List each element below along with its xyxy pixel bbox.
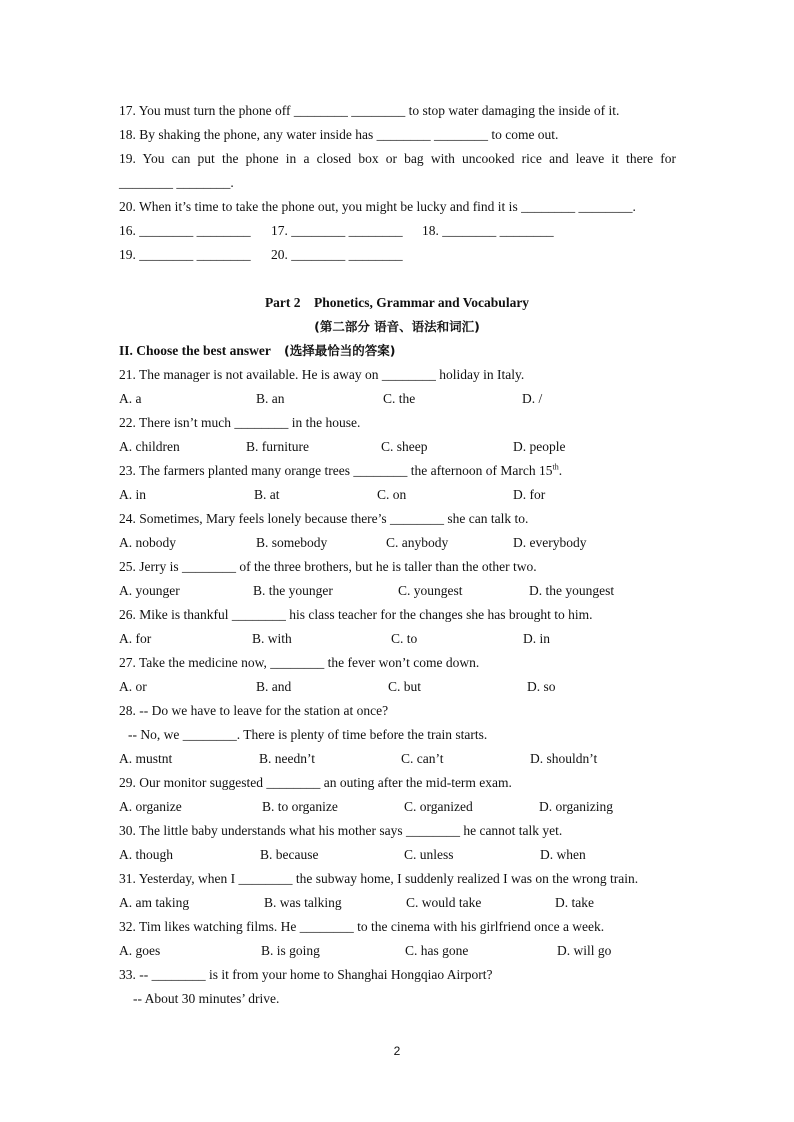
options-24	[119, 535, 679, 551]
question-21: 21. The manager is not available. He is away on ________ holiday in Italy.	[119, 367, 525, 382]
options-32	[119, 943, 679, 959]
option-a: A. though	[119, 847, 173, 862]
option-c: C. would take	[406, 895, 482, 910]
option-b: B. the younger	[253, 583, 333, 598]
question-28-reply: -- No, we ________. There is plenty of time before the train starts.	[128, 727, 488, 742]
answer-blank-20: 20. ________ ________	[271, 247, 403, 262]
option-b: B. at	[254, 487, 280, 502]
question-23	[119, 463, 562, 479]
section-heading-en: II. Choose the best answer	[119, 343, 271, 358]
option-d: D. everybody	[513, 535, 587, 550]
option-a: A. younger	[119, 583, 180, 598]
option-d: D. people	[513, 439, 566, 454]
options-28	[119, 751, 679, 767]
question-19-blanks: ________ ________.	[119, 175, 234, 190]
question-30: 30. The little baby understands what his mother says ________ he cannot talk yet.	[119, 823, 563, 838]
question-19: 19. You can put the phone in a closed box or bag with uncooked rice and leave it there for	[119, 151, 676, 166]
option-c: C. youngest	[398, 583, 463, 598]
option-d: D. the youngest	[529, 583, 615, 598]
question-31: 31. Yesterday, when I ________ the subway home, I suddenly realized I was on the wrong train.	[119, 871, 639, 886]
question-22: 22. There isn’t much ________ in the house.	[119, 415, 361, 430]
options-26	[119, 631, 679, 647]
question-25: 25. Jerry is ________ of the three brothers, but he is taller than the other two.	[119, 559, 537, 574]
section-heading-zh: (选择最恰当的答案)	[284, 343, 396, 358]
answer-row-1	[119, 223, 679, 239]
option-a: A. organize	[119, 799, 182, 814]
option-a: A. for	[119, 631, 152, 646]
options-29	[119, 799, 679, 815]
answer-blank-17: 17. ________ ________	[271, 223, 403, 238]
option-b: B. because	[260, 847, 319, 862]
question-32: 32. Tim likes watching films. He ________ to the cinema with his girlfriend once a week.	[119, 919, 605, 934]
option-b: B. and	[256, 679, 292, 694]
question-23-text: 23. The farmers planted many orange trees ________ the afternoon of March 15	[119, 463, 553, 478]
option-a: A. a	[119, 391, 142, 406]
option-c: C. on	[377, 487, 407, 502]
option-d: D. take	[555, 895, 594, 910]
question-28: 28. -- Do we have to leave for the station at once?	[119, 703, 389, 718]
option-c: C. but	[388, 679, 422, 694]
section-heading	[119, 343, 395, 359]
option-a: A. mustnt	[119, 751, 173, 766]
question-33-reply: -- About 30 minutes’ drive.	[133, 991, 280, 1006]
question-24: 24. Sometimes, Mary feels lonely because there’s ________ she can talk to.	[119, 511, 529, 526]
option-c: C. unless	[404, 847, 454, 862]
option-d: D. will go	[557, 943, 612, 958]
options-23	[119, 487, 679, 503]
option-b: B. with	[252, 631, 292, 646]
option-a: A. goes	[119, 943, 161, 958]
part-title: Part 2 Phonetics, Grammar and Vocabulary	[264, 295, 530, 310]
option-b: B. was talking	[264, 895, 342, 910]
answer-blank-16: 16. ________ ________	[119, 223, 251, 238]
part-subtitle: (第二部分 语音、语法和词汇)	[314, 319, 480, 334]
option-b: B. somebody	[256, 535, 328, 550]
option-b: B. needn’t	[259, 751, 315, 766]
option-b: B. furniture	[246, 439, 309, 454]
options-25	[119, 583, 679, 599]
option-a: A. in	[119, 487, 146, 502]
options-27	[119, 679, 679, 695]
question-27: 27. Take the medicine now, ________ the fever won’t come down.	[119, 655, 480, 670]
option-c: C. to	[391, 631, 418, 646]
option-b: B. to organize	[262, 799, 338, 814]
option-c: C. can’t	[401, 751, 444, 766]
superscript-th: th	[552, 462, 559, 472]
question-29: 29. Our monitor suggested ________ an outing after the mid-term exam.	[119, 775, 512, 790]
option-d: D. organizing	[539, 799, 613, 814]
option-b: B. an	[256, 391, 285, 406]
answer-blank-19: 19. ________ ________	[119, 247, 251, 262]
answer-blank-18: 18. ________ ________	[422, 223, 554, 238]
option-d: D. shouldn’t	[530, 751, 598, 766]
option-c: C. the	[383, 391, 416, 406]
question-17: 17. You must turn the phone off ________ ________ to stop water damaging the inside of it.	[119, 103, 620, 118]
option-a: A. am taking	[119, 895, 190, 910]
question-20: 20. When it’s time to take the phone out, you might be lucky and find it is ________ ________.	[119, 199, 636, 214]
option-d: D. for	[513, 487, 546, 502]
option-c: C. anybody	[386, 535, 449, 550]
options-22	[119, 439, 679, 455]
option-b: B. is going	[261, 943, 320, 958]
option-c: C. has gone	[405, 943, 469, 958]
question-26: 26. Mike is thankful ________ his class teacher for the changes she has brought to him.	[119, 607, 593, 622]
option-c: C. organized	[404, 799, 473, 814]
question-33: 33. -- ________ is it from your home to Shanghai Hongqiao Airport?	[119, 967, 493, 982]
option-d: D. /	[522, 391, 543, 406]
page-number: 2	[393, 1044, 401, 1058]
option-a: A. children	[119, 439, 180, 454]
options-31	[119, 895, 679, 911]
option-c: C. sheep	[381, 439, 428, 454]
option-a: A. nobody	[119, 535, 176, 550]
question-23-end: .	[558, 463, 563, 478]
options-21	[119, 391, 679, 407]
option-d: D. in	[523, 631, 550, 646]
option-d: D. so	[527, 679, 556, 694]
question-18: 18. By shaking the phone, any water inside has ________ ________ to come out.	[119, 127, 559, 142]
options-30	[119, 847, 679, 863]
option-d: D. when	[540, 847, 586, 862]
option-a: A. or	[119, 679, 147, 694]
answer-row-2	[119, 247, 679, 263]
